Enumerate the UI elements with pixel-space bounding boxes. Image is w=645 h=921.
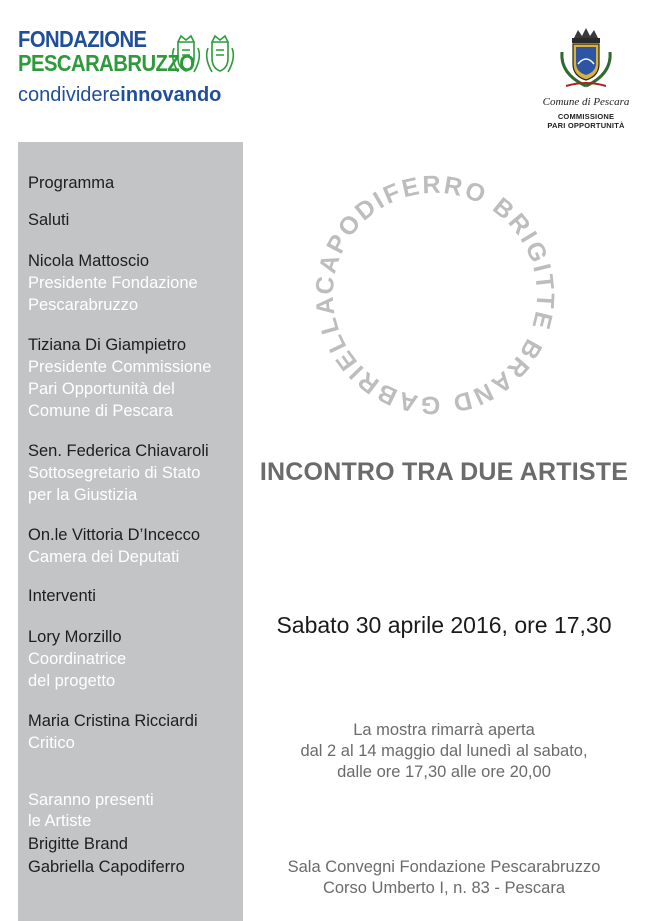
commissione-label bbox=[538, 112, 634, 130]
present-note: le Artiste bbox=[28, 812, 92, 830]
comune-name: Comune di Pescara bbox=[542, 96, 630, 108]
coat-of-arms-icon bbox=[556, 28, 616, 92]
fondazione-logo bbox=[18, 26, 248, 110]
speaker-role: Pescarabruzzo bbox=[28, 296, 139, 314]
contributor-role: del progetto bbox=[28, 672, 116, 690]
ring-text bbox=[311, 171, 560, 420]
exhibition-info: dalle ore 17,30 alle ore 20,00 bbox=[337, 763, 551, 781]
commissione-line2: PARI OPPORTUNITÀ bbox=[547, 121, 625, 130]
artist-name: Brigitte Brand bbox=[28, 835, 128, 853]
fondazione-logo-line2: PESCARABRUZZO bbox=[18, 50, 195, 76]
exhibition-info: La mostra rimarrà aperta bbox=[353, 721, 535, 739]
speaker-role: Pari Opportunità del bbox=[28, 380, 175, 398]
tagline-light: condividere bbox=[18, 84, 121, 106]
contributor-name: Lory Morzillo bbox=[28, 628, 122, 646]
speaker-role: Presidente Commissione bbox=[28, 358, 212, 376]
speaker-role: Camera dei Deputati bbox=[28, 548, 180, 566]
crests-icon bbox=[168, 28, 248, 78]
speaker-role: per la Giustizia bbox=[28, 486, 138, 504]
event-headline: INCONTRO TRA DUE ARTISTE bbox=[259, 458, 629, 486]
speaker-name: On.le Vittoria D’Incecco bbox=[28, 526, 201, 544]
commissione-line1: COMMISSIONE bbox=[557, 112, 615, 121]
fondazione-tagline bbox=[18, 84, 221, 107]
interventi-heading: Interventi bbox=[28, 587, 96, 605]
speaker-name: Nicola Mattoscio bbox=[28, 252, 150, 270]
artist-name: Gabriella Capodiferro bbox=[28, 858, 185, 876]
ring-text-path: CAPODIFERRO BRIGITTE BRAND GABRIELLA bbox=[310, 170, 560, 420]
speaker-role: Comune di Pescara bbox=[28, 402, 173, 420]
event-datetime: Sabato 30 aprile 2016, ore 17,30 bbox=[276, 612, 612, 638]
venue-line: Corso Umberto I, n. 83 - Pescara bbox=[322, 879, 566, 897]
speaker-name: Tiziana Di Giampietro bbox=[28, 336, 187, 354]
speaker-role: Sottosegretario di Stato bbox=[28, 464, 201, 482]
fondazione-logo-line1: FONDAZIONE bbox=[18, 26, 147, 52]
speaker-name: Sen. Federica Chiavaroli bbox=[28, 442, 209, 460]
venue-line: Sala Convegni Fondazione Pescarabruzzo bbox=[287, 858, 601, 876]
artist-name-ring bbox=[300, 160, 570, 430]
exhibition-info: dal 2 al 14 maggio dal lunedì al sabato, bbox=[300, 742, 588, 760]
comune-logo bbox=[538, 28, 634, 134]
present-note: Saranno presenti bbox=[28, 791, 154, 809]
saluti-heading: Saluti bbox=[28, 211, 70, 229]
program-title: Programma bbox=[28, 174, 115, 192]
tagline-bold: innovando bbox=[120, 84, 222, 106]
contributor-name: Maria Cristina Ricciardi bbox=[28, 712, 198, 730]
contributor-role: Coordinatrice bbox=[28, 650, 127, 668]
speaker-role: Presidente Fondazione bbox=[28, 274, 198, 292]
contributor-role: Critico bbox=[28, 734, 75, 752]
